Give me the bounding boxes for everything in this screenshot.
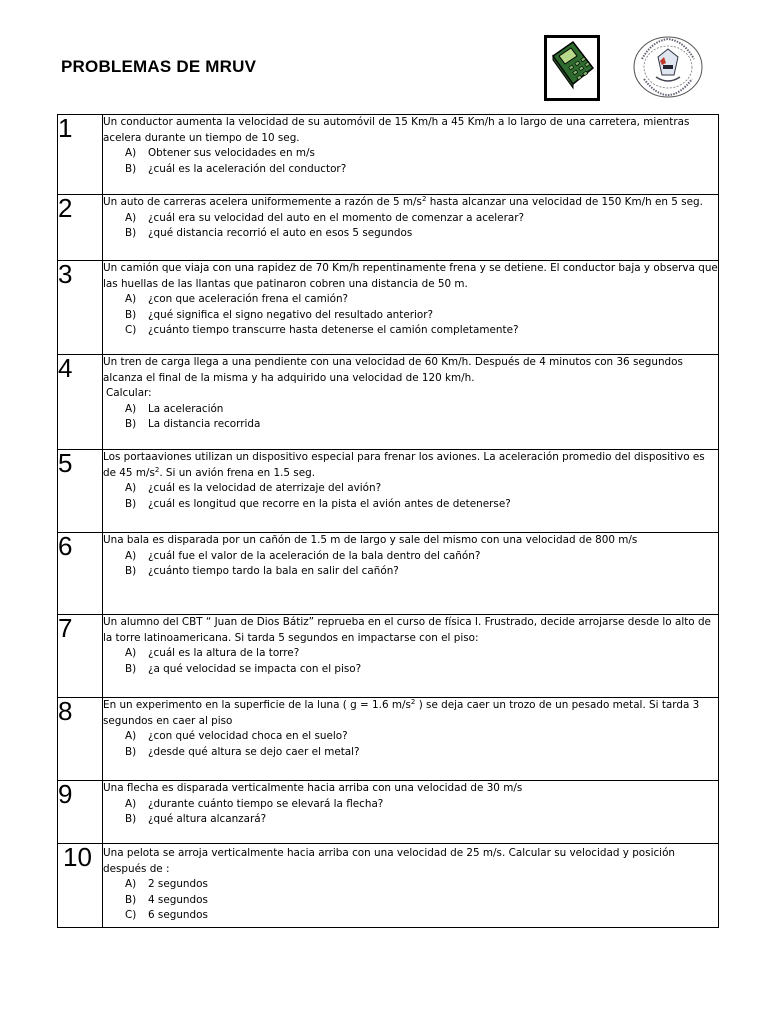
problem-number: 10 [58, 844, 103, 928]
list-item [103, 549, 718, 565]
list-item [103, 877, 718, 893]
cbt-seal-logo [632, 35, 704, 99]
problem-number: 3 [58, 261, 103, 355]
problem-body [103, 781, 719, 844]
list-item [103, 908, 718, 924]
problem-text: Una flecha es disparada verticalmente hacia arriba con una velocidad de 30 m/s [103, 782, 523, 794]
problem-number: 4 [58, 355, 103, 450]
item-text: ¿durante cuánto tiempo se elevará la flecha? [148, 797, 384, 810]
table-row [58, 698, 719, 781]
list-item [103, 292, 718, 308]
item-label: A) [125, 549, 137, 562]
list-item [103, 226, 718, 242]
problem-body [103, 115, 719, 195]
problem-number: 2 [58, 195, 103, 261]
item-label: B) [125, 565, 137, 578]
problem-text [103, 450, 718, 481]
item-text: 4 segundos [148, 893, 208, 906]
calculate-label: Calcular: [106, 387, 152, 400]
item-text: La distancia recorrida [148, 418, 261, 431]
problem-text: Un tren de carga llega a una pendiente con una velocidad de 60 Km/h. Después de 4 minutos con 36 segundos alcanza el final de la misma y ha adquirido una velocidad de 120 km/h. [103, 356, 683, 384]
item-label: C) [125, 324, 137, 337]
item-label: A) [125, 402, 137, 415]
item-text: 2 segundos [148, 878, 208, 891]
table-row [58, 844, 719, 928]
table-row [58, 261, 719, 355]
list-item [103, 211, 718, 227]
list-item [103, 745, 718, 761]
item-text: ¿cuál es la aceleración del conductor? [148, 162, 347, 175]
problem-text-part: hasta alcanzar una velocidad de 150 Km/h en 5 seg. [426, 196, 703, 208]
problem-text-part: ) se deja caer un trozo de un pesado metal. Si tarda 3 segundos en caer al piso [103, 699, 700, 727]
item-text: Obtener sus velocidades en m/s [148, 147, 315, 160]
item-text: ¿cuál es la velocidad de aterrizaje del avión? [148, 482, 382, 495]
list-item [103, 564, 718, 580]
problem-number: 6 [58, 533, 103, 615]
table-row [58, 533, 719, 615]
list-item [103, 646, 718, 662]
item-text: 6 segundos [148, 909, 208, 922]
list-item [103, 812, 718, 828]
item-text: ¿qué distancia recorrió el auto en esos 5 segundos [148, 227, 413, 240]
item-label: B) [125, 162, 137, 175]
problem-text-part: Los portaaviones utilizan un dispositivo especial para frenar los aviones. La aceleración promedio del dispositivo es de 45 m/s [103, 451, 705, 479]
item-text: ¿con qué velocidad choca en el suelo? [148, 730, 348, 743]
problem-body [103, 355, 719, 450]
item-text: ¿cuál es longitud que recorre en la pista el avión antes de detenerse? [148, 497, 511, 510]
item-text: ¿con que aceleración frena el camión? [148, 293, 349, 306]
problems-table [57, 114, 719, 928]
item-text: ¿cuál era su velocidad del auto en el momento de comenzar a acelerar? [148, 211, 525, 224]
list-item [103, 162, 718, 178]
problem-text: Una pelota se arroja verticalmente hacia arriba con una velocidad de 25 m/s. Calcular su velocidad y posición después de : [103, 847, 676, 875]
problem-number: 5 [58, 450, 103, 533]
superscript: 2 [154, 465, 160, 474]
problem-body [103, 450, 719, 533]
item-label: B) [125, 745, 137, 758]
item-label: A) [125, 647, 137, 660]
item-label: B) [125, 813, 137, 826]
item-label: B) [125, 662, 137, 675]
table-row [58, 355, 719, 450]
item-text: ¿cuánto tiempo tardo la bala en salir del cañón? [148, 565, 399, 578]
problem-text-part: En un experimento en la superficie de la luna ( g = 1.6 m/s [103, 699, 411, 711]
item-label: B) [125, 893, 137, 906]
list-item [103, 893, 718, 909]
item-text: ¿desde qué altura se dejo caer el metal? [148, 745, 360, 758]
list-item [103, 146, 718, 162]
seal-icon [632, 35, 704, 99]
table-row [58, 195, 719, 261]
item-label: A) [125, 730, 137, 743]
problem-number: 8 [58, 698, 103, 781]
problem-text [103, 698, 718, 729]
item-label: B) [125, 308, 137, 321]
list-item [103, 417, 718, 433]
list-item [103, 729, 718, 745]
problem-body [103, 533, 719, 615]
calculator-logo [544, 35, 600, 101]
problem-text [103, 195, 718, 211]
item-text: ¿qué significa el signo negativo del resultado anterior? [148, 308, 434, 321]
list-item [103, 797, 718, 813]
item-label: A) [125, 482, 137, 495]
problem-body [103, 615, 719, 698]
problem-body [103, 195, 719, 261]
problem-number: 1 [58, 115, 103, 195]
superscript: 2 [421, 195, 427, 203]
problem-text-part: . Si un avión frena en 1.5 seg. [159, 466, 316, 479]
list-item [103, 662, 718, 678]
list-item [103, 402, 718, 418]
item-text: ¿cuánto tiempo transcurre hasta detenerse el camión completamente? [148, 324, 519, 337]
list-item [103, 481, 718, 497]
table-row [58, 450, 719, 533]
item-text: ¿cuál fue el valor de la aceleración de la bala dentro del cañón? [148, 549, 481, 562]
problem-text: Un alumno del CBT “ Juan de Dios Bátiz” reprueba en el curso de física I. Frustrado, decide arrojarse desde lo alto de la torre latinoamericana. Si tarda 5 segundos en impactarse con el piso: [103, 616, 711, 644]
item-label: A) [125, 211, 137, 224]
problem-number: 7 [58, 615, 103, 698]
item-label: B) [125, 497, 137, 510]
table-row [58, 781, 719, 844]
item-label: A) [125, 878, 137, 891]
list-item [103, 308, 718, 324]
item-label: C) [125, 909, 137, 922]
table-row [58, 615, 719, 698]
superscript: 2 [410, 698, 416, 706]
list-item [103, 323, 718, 339]
item-label: A) [125, 797, 137, 810]
problem-body [103, 844, 719, 928]
table-row [58, 115, 719, 195]
item-text: ¿cuál es la altura de la torre? [148, 647, 300, 660]
problem-text: Una bala es disparada por un cañón de 1.5 m de largo y sale del mismo con una velocidad de 800 m/s [103, 534, 638, 546]
item-label: B) [125, 418, 137, 431]
problem-text: Un camión que viaja con una rapidez de 70 Km/h repentinamente frena y se detiene. El conductor baja y observa que las huellas de las llantas que patinaron cobren una distancia de 50 m. [103, 262, 718, 290]
calculator-icon [547, 38, 597, 98]
item-text: ¿qué altura alcanzará? [148, 813, 267, 826]
list-item [103, 497, 718, 513]
item-text: ¿a qué velocidad se impacta con el piso? [148, 662, 362, 675]
problem-body [103, 261, 719, 355]
page-title: PROBLEMAS DE MRUV [61, 57, 257, 76]
item-label: A) [125, 147, 137, 160]
item-label: B) [125, 227, 137, 240]
problem-text: Un conductor aumenta la velocidad de su automóvil de 15 Km/h a 45 Km/h a lo largo de una carretera, mientras acelera durante un tiempo de 10 seg. [103, 116, 690, 144]
item-label: A) [125, 293, 137, 306]
problem-body [103, 698, 719, 781]
problem-number: 9 [58, 781, 103, 844]
item-text: La aceleración [148, 402, 224, 415]
problem-text-part: Un auto de carreras acelera uniformemente a razón de 5 m/s [103, 196, 422, 208]
